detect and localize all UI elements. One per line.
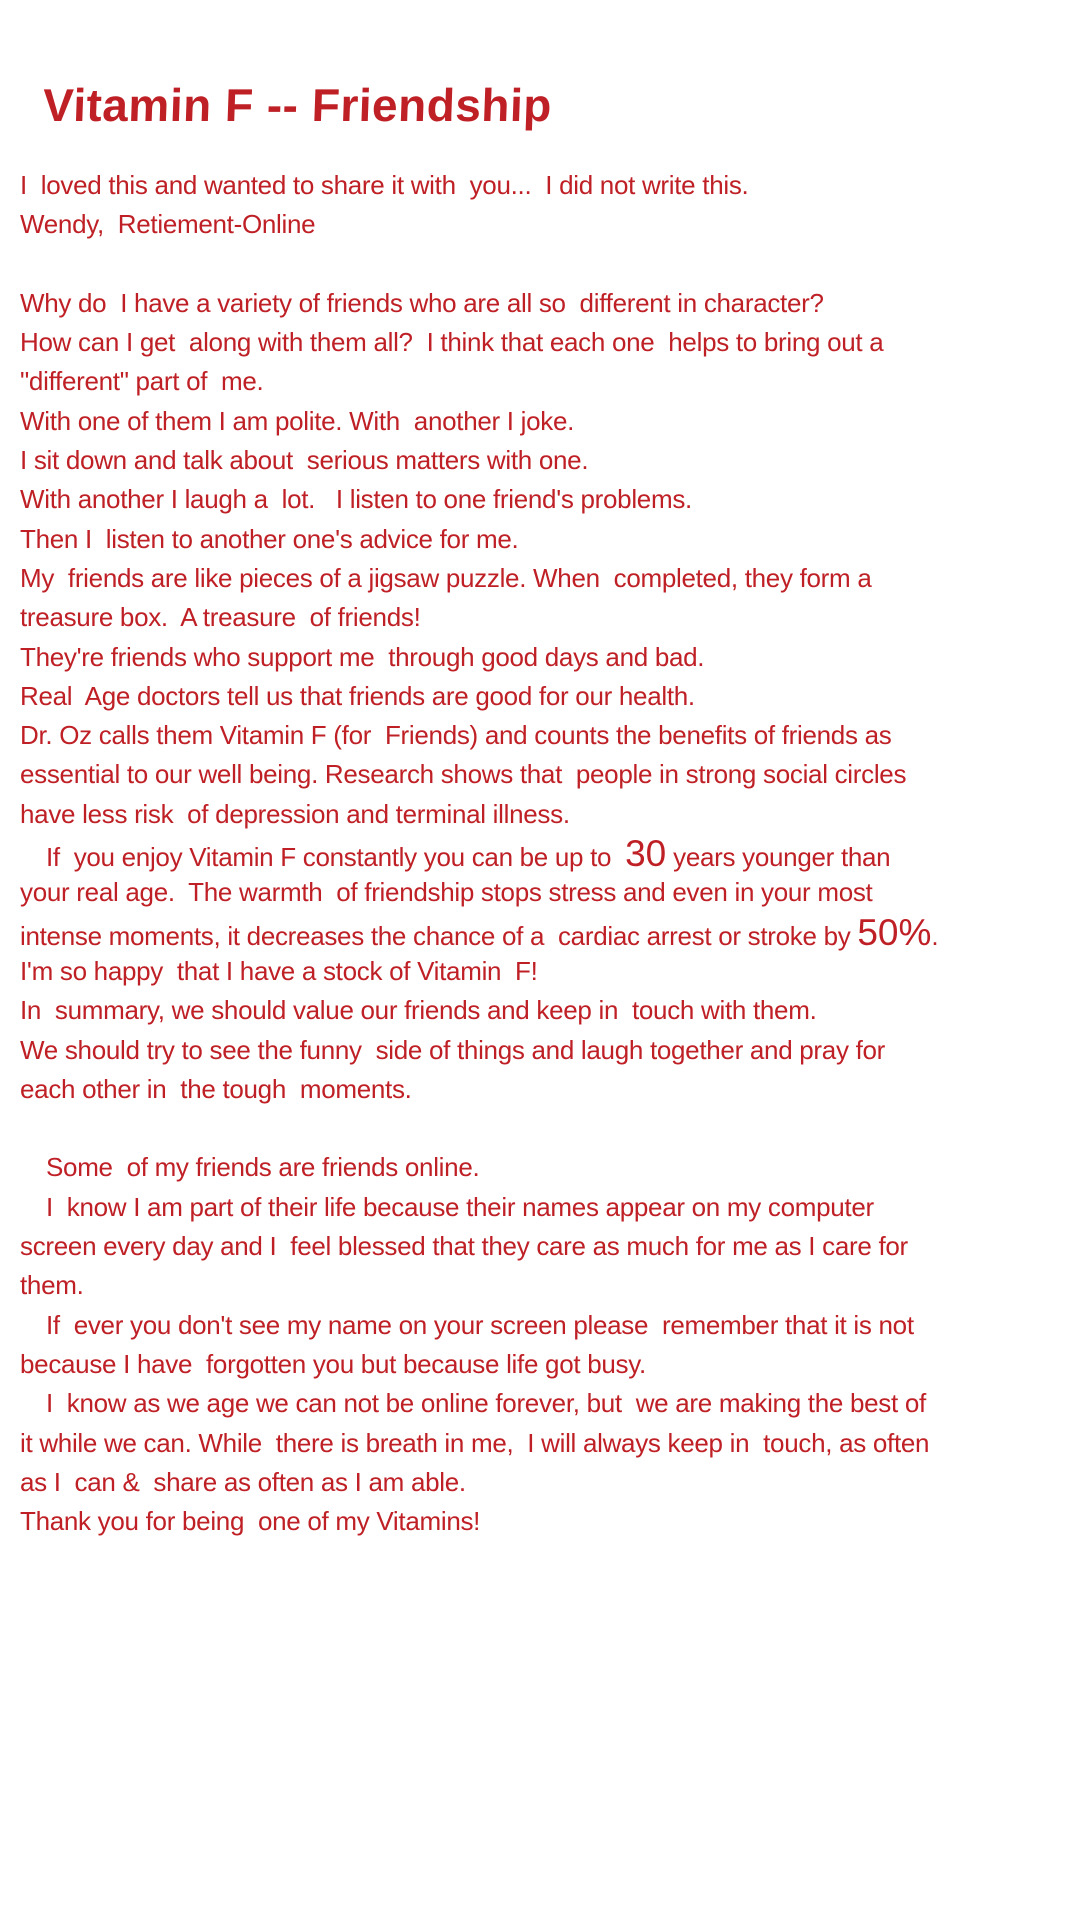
text-segment: If ever you don't see my name on your screen please remember that it is not	[46, 1309, 914, 1340]
blank-line	[20, 245, 1060, 284]
text-line	[20, 520, 1060, 559]
text-segment: I loved this and wanted to share it with you... I did not write this.	[20, 170, 749, 200]
text-line	[20, 1266, 1060, 1305]
text-line	[20, 795, 1060, 834]
text-segment: With one of them I am polite. With another I joke.	[20, 405, 575, 436]
text-line	[20, 1463, 1060, 1502]
text-line	[20, 402, 1060, 441]
text-line	[20, 480, 1060, 519]
text-line	[20, 441, 1060, 480]
text-line	[20, 559, 1060, 598]
text-segment: Why do I have a variety of friends who are all so different in character?	[20, 287, 824, 318]
text-line	[20, 1306, 1060, 1345]
text-segment: because I have forgotten you but because life got busy.	[20, 1348, 646, 1379]
text-line	[20, 1502, 1060, 1541]
text-segment: intense moments, it decreases the chance of a cardiac arrest or stroke by	[20, 920, 858, 951]
text-segment: In summary, we should value our friends and keep in touch with them.	[20, 995, 817, 1026]
text-segment: Thank you for being one of my Vitamins!	[20, 1506, 481, 1537]
text-line	[20, 284, 1060, 323]
blank-line	[20, 1109, 1060, 1148]
text-segment: it while we can. While there is breath in me, I will always keep in touch, as often	[20, 1427, 930, 1458]
text-segment: Then I listen to another one's advice for me.	[20, 523, 519, 554]
text-line	[20, 166, 1060, 205]
text-segment: I know I am part of their life because their names appear on my computer	[46, 1191, 874, 1222]
text-segment: Dr. Oz calls them Vitamin F (for Friends) and counts the benefits of friends as	[20, 720, 892, 751]
text-line	[20, 362, 1060, 401]
emphasized-number: 30	[625, 833, 667, 875]
text-line	[20, 1070, 1060, 1109]
emphasized-number: 50%	[857, 911, 932, 953]
text-line	[20, 716, 1060, 755]
text-segment: essential to our well being. Research shows that people in strong social circles	[20, 759, 907, 790]
text-segment: With another I laugh a lot. I listen to one friend's problems.	[20, 484, 692, 515]
text-segment: Real Age doctors tell us that friends are good for our health.	[20, 680, 695, 711]
text-segment: "different" part of me.	[20, 366, 264, 397]
text-line	[20, 952, 1060, 991]
text-line	[20, 1188, 1060, 1227]
text-line	[20, 1384, 1060, 1423]
text-line	[20, 638, 1060, 677]
text-segment: your real age. The warmth of friendship stops stress and even in your most	[20, 877, 873, 908]
text-segment: screen every day and I feel blessed that they care as much for me as I care for	[20, 1231, 908, 1262]
text-segment: My friends are like pieces of a jigsaw puzzle. When completed, they form a	[20, 562, 872, 593]
text-segment: have less risk of depression and terminal illness.	[20, 798, 570, 829]
text-segment: each other in the tough moments.	[20, 1073, 412, 1104]
text-line	[20, 1345, 1060, 1384]
text-line	[20, 1031, 1060, 1070]
text-segment: Some of my friends are friends online.	[46, 1152, 480, 1183]
text-segment: Wendy, Retiement-Online	[20, 209, 316, 240]
text-segment: How can I get along with them all? I think that each one helps to bring out a	[20, 327, 884, 358]
text-line	[20, 1148, 1060, 1187]
text-segment: .	[931, 920, 939, 951]
text-line	[20, 677, 1060, 716]
text-segment: treasure box. A treasure of friends!	[20, 602, 421, 633]
text-segment: I'm so happy that I have a stock of Vitamin F!	[20, 955, 538, 986]
text-segment: I sit down and talk about serious matters with one.	[20, 445, 589, 476]
text-segment: I know as we age we can not be online forever, but we are making the best of	[46, 1388, 926, 1419]
text-line	[20, 598, 1060, 637]
text-line	[20, 1424, 1060, 1463]
document-body	[20, 166, 1060, 1541]
text-line	[20, 991, 1060, 1030]
text-segment: as I can & share as often as I am able.	[20, 1466, 466, 1497]
text-line	[20, 913, 1060, 952]
text-line	[20, 205, 1060, 244]
text-line	[20, 323, 1060, 362]
text-segment: them.	[20, 1270, 84, 1301]
text-segment: years younger than	[666, 842, 891, 873]
text-segment: They're friends who support me through good days and bad.	[20, 641, 705, 672]
text-line	[20, 1227, 1060, 1266]
text-line	[20, 834, 1060, 873]
text-line	[20, 873, 1060, 912]
text-line	[20, 755, 1060, 794]
page-title: Vitamin F -- Friendship	[42, 79, 553, 131]
text-segment: We should try to see the funny side of things and laugh together and pray for	[20, 1034, 886, 1065]
text-segment: If you enjoy Vitamin F constantly you can be up to	[46, 842, 626, 873]
